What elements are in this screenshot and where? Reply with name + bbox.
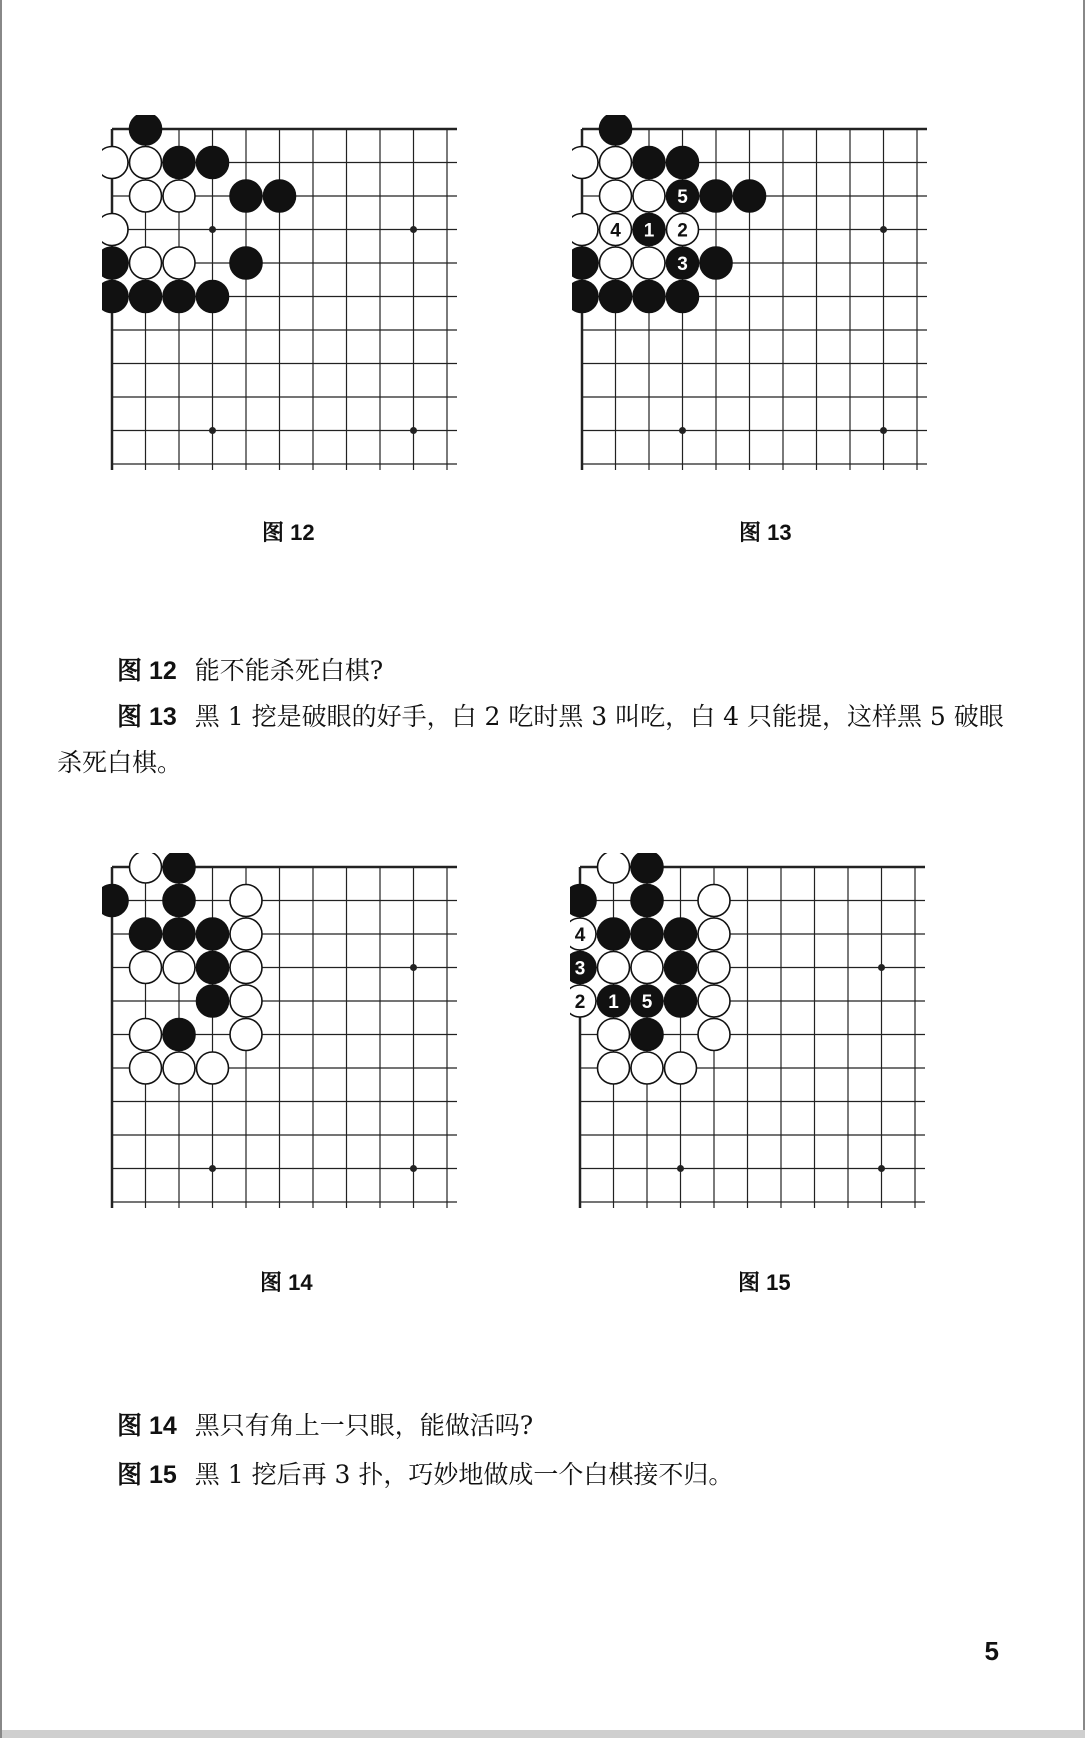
black-stone <box>197 952 229 984</box>
white-stone <box>230 885 262 917</box>
go-diagram-13 <box>572 115 952 495</box>
white-stone <box>598 1052 630 1084</box>
go-diagram-14 <box>102 853 482 1233</box>
black-stone <box>230 247 262 279</box>
star-point <box>209 226 216 233</box>
move-number: 1 <box>643 220 655 242</box>
white-stone <box>572 147 598 179</box>
go-diagram-12 <box>102 115 482 495</box>
black-stone <box>631 853 663 883</box>
black-stone <box>197 985 229 1017</box>
black-stone <box>665 985 697 1017</box>
white-stone <box>102 147 128 179</box>
paragraph-ref-15: 图 15 <box>117 1461 177 1489</box>
star-point <box>209 1165 216 1172</box>
figure-caption-12: 图 12 <box>262 520 315 545</box>
white-stone <box>130 180 162 212</box>
black-stone <box>570 885 596 917</box>
black-stone <box>264 180 296 212</box>
bottom-strip <box>2 1730 1085 1738</box>
white-stone <box>230 952 262 984</box>
white-stone <box>631 952 663 984</box>
black-stone <box>197 281 229 313</box>
black-stone <box>130 115 162 145</box>
black-stone <box>572 281 598 313</box>
star-point <box>410 1165 417 1172</box>
move-number: 2 <box>574 992 586 1013</box>
black-stone <box>163 1019 195 1051</box>
star-point <box>410 427 417 434</box>
black-stone <box>667 147 699 179</box>
white-stone <box>163 1052 195 1084</box>
white-stone <box>163 180 195 212</box>
page-number: 5 <box>984 1636 999 1666</box>
black-stone <box>163 147 195 179</box>
move-number: 2 <box>677 220 688 242</box>
black-stone <box>163 918 195 950</box>
star-point <box>209 427 216 434</box>
figure-caption-15: 图 15 <box>738 1270 791 1295</box>
white-stone <box>130 1019 162 1051</box>
black-stone <box>633 281 665 313</box>
white-stone <box>633 180 665 212</box>
black-stone <box>700 247 732 279</box>
black-stone <box>633 147 665 179</box>
paragraph-15 <box>57 1452 1077 1498</box>
white-stone <box>130 1052 162 1084</box>
black-stone <box>665 918 697 950</box>
white-stone <box>230 985 262 1017</box>
go-board-15 <box>570 853 950 1233</box>
black-stone <box>130 918 162 950</box>
black-stone <box>700 180 732 212</box>
paragraph-body-13: 黑 1 挖是破眼的好手，白 2 吃时黑 3 叫吃，白 4 只能提，这样黑 5 破眼杀死白棋。 <box>57 702 1004 777</box>
paragraph-body-15: 黑 1 挖后再 3 扑，巧妙地做成一个白棋接不归。 <box>194 1460 734 1489</box>
black-stone <box>163 281 195 313</box>
white-stone <box>197 1052 229 1084</box>
figure-caption-13: 图 13 <box>739 520 792 545</box>
white-stone <box>600 247 632 279</box>
paragraph-ref-14: 图 14 <box>117 1412 177 1440</box>
move-number: 5 <box>641 992 653 1013</box>
white-stone <box>600 147 632 179</box>
star-point <box>410 226 417 233</box>
white-stone <box>163 247 195 279</box>
go-board-13 <box>572 115 952 495</box>
paragraph-13 <box>57 694 1017 786</box>
black-stone <box>598 918 630 950</box>
white-stone <box>230 918 262 950</box>
white-stone <box>163 952 195 984</box>
black-stone <box>102 885 128 917</box>
white-stone <box>631 1052 663 1084</box>
black-stone <box>631 885 663 917</box>
black-stone <box>197 918 229 950</box>
move-number: 4 <box>574 925 586 946</box>
black-stone <box>130 281 162 313</box>
move-number: 3 <box>677 254 688 275</box>
star-point <box>410 964 417 971</box>
white-stone <box>102 214 128 246</box>
white-stone <box>665 1052 697 1084</box>
white-stone <box>130 952 162 984</box>
move-number: 3 <box>574 958 586 980</box>
star-point <box>878 964 885 971</box>
black-stone <box>230 180 262 212</box>
black-stone <box>631 918 663 950</box>
go-diagram-15 <box>570 853 950 1233</box>
white-stone <box>698 952 730 984</box>
move-number: 5 <box>677 187 688 208</box>
paragraph-12 <box>57 648 1077 694</box>
black-stone <box>102 247 128 279</box>
white-stone <box>130 853 162 883</box>
go-board-12 <box>102 115 482 495</box>
white-stone <box>598 1019 630 1051</box>
white-stone <box>598 853 630 883</box>
black-stone <box>197 147 229 179</box>
black-stone <box>600 281 632 313</box>
white-stone <box>698 918 730 950</box>
white-stone <box>598 952 630 984</box>
paragraph-body-12: 能不能杀死白棋? <box>194 656 384 685</box>
white-stone <box>130 247 162 279</box>
white-stone <box>698 885 730 917</box>
white-stone <box>633 247 665 279</box>
black-stone <box>163 885 195 917</box>
black-stone <box>665 952 697 984</box>
white-stone <box>130 147 162 179</box>
star-point <box>880 226 887 233</box>
paragraph-ref-13: 图 13 <box>117 703 177 731</box>
white-stone <box>698 985 730 1017</box>
move-number: 4 <box>610 220 621 242</box>
white-stone <box>230 1019 262 1051</box>
star-point <box>679 427 686 434</box>
black-stone <box>667 281 699 313</box>
black-stone <box>631 1019 663 1051</box>
black-stone <box>600 115 632 145</box>
black-stone <box>572 247 598 279</box>
black-stone <box>734 180 766 212</box>
white-stone <box>572 214 598 246</box>
white-stone <box>698 1019 730 1051</box>
paragraph-ref-12: 图 12 <box>117 657 177 685</box>
paragraph-body-14: 黑只有角上一只眼，能做活吗? <box>194 1411 534 1440</box>
move-number: 1 <box>608 992 619 1013</box>
figure-caption-14: 图 14 <box>260 1270 313 1295</box>
black-stone <box>102 281 128 313</box>
star-point <box>878 1165 885 1172</box>
star-point <box>677 1165 684 1172</box>
paragraph-14 <box>57 1403 1077 1449</box>
white-stone <box>600 180 632 212</box>
black-stone <box>163 853 195 883</box>
star-point <box>880 427 887 434</box>
go-board-14 <box>102 853 482 1233</box>
